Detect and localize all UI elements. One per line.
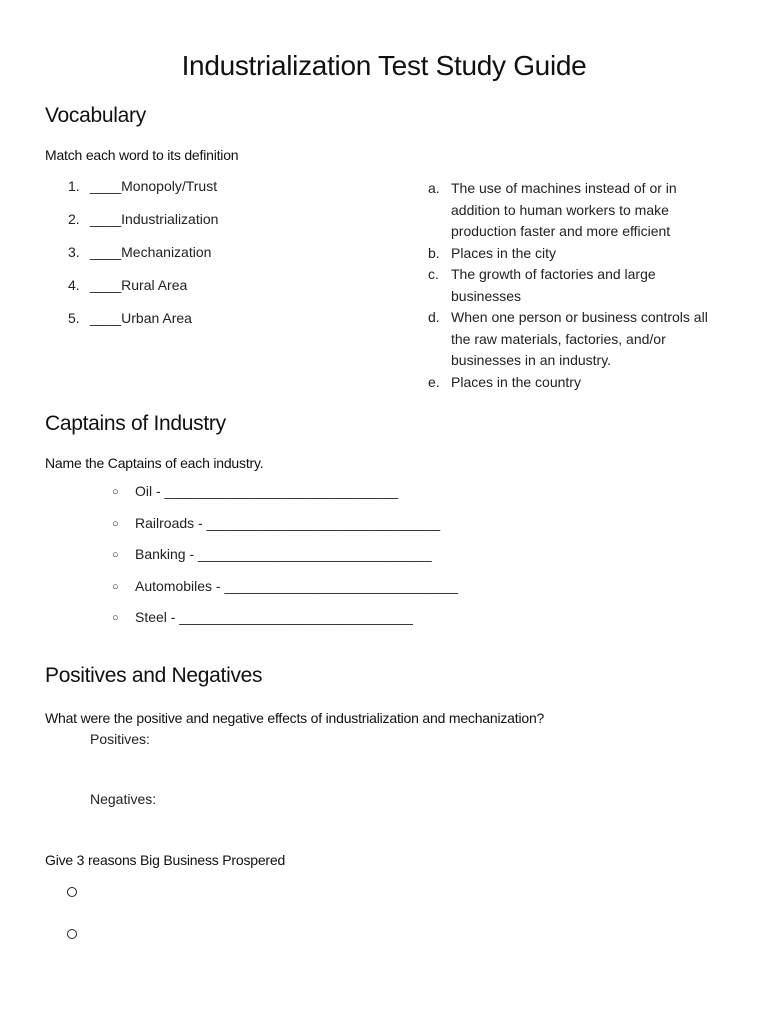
item-text: Railroads - ______________________________ xyxy=(135,514,441,531)
page-title: Industrialization Test Study Guide xyxy=(181,50,587,81)
item-text: Places in the country xyxy=(451,373,581,390)
item-letter: d. xyxy=(428,309,440,325)
item-text: The use of machines instead of or in addition to human workers to make production faster and more efficient xyxy=(451,180,677,239)
captains-heading: Captains of Industry xyxy=(45,412,226,435)
item-number: 2. xyxy=(68,211,80,227)
item-text: ____Industrialization xyxy=(90,211,219,227)
bullet-icon: ○ xyxy=(112,517,119,530)
list-item xyxy=(68,178,408,211)
item-letter: c. xyxy=(428,266,439,282)
list-item xyxy=(428,243,728,265)
captains-prompt: Name the Captains of each industry. xyxy=(45,455,264,471)
vocabulary-word-list xyxy=(68,178,408,343)
item-number: 5. xyxy=(68,310,80,326)
list-item xyxy=(428,307,728,372)
positives-negatives-heading: Positives and Negatives xyxy=(45,664,263,687)
bullet-icon: ○ xyxy=(112,486,119,498)
item-text: Steel - ______________________________ xyxy=(135,609,413,625)
positives-label: Positives: xyxy=(90,731,150,747)
item-number: 3. xyxy=(68,244,80,260)
item-letter: a. xyxy=(428,180,440,196)
item-letter: e. xyxy=(428,373,440,390)
bullet-icon: ○ xyxy=(112,549,119,561)
item-text: ____Urban Area xyxy=(90,310,192,326)
item-text: Automobiles - ______________________________ xyxy=(135,577,459,594)
item-number: 4. xyxy=(68,277,80,293)
list-item xyxy=(112,578,512,610)
positives-negatives-prompt: What were the positive and negative effects of industrialization and mechanization? xyxy=(45,710,545,726)
item-text: ____Rural Area xyxy=(90,277,188,293)
circle-bullet-icon xyxy=(67,887,77,897)
list-item xyxy=(112,515,512,547)
item-number: 1. xyxy=(68,178,80,194)
list-item xyxy=(428,178,728,243)
list-item xyxy=(68,244,408,277)
list-item xyxy=(112,483,512,515)
item-letter: b. xyxy=(428,244,440,261)
item-text: Oil - ______________________________ xyxy=(135,483,399,499)
bullet-icon: ○ xyxy=(112,580,119,593)
negatives-label: Negatives: xyxy=(90,791,157,807)
item-text: When one person or business controls all the raw materials, factories, and/or businesses in an industry. xyxy=(451,309,708,368)
list-item xyxy=(68,211,408,244)
list-item xyxy=(428,372,728,394)
vocabulary-definition-list xyxy=(428,178,728,393)
item-text: Banking - ______________________________ xyxy=(135,546,432,562)
list-item xyxy=(112,609,512,641)
item-text: ____Mechanization xyxy=(90,244,212,260)
bullet-icon: ○ xyxy=(112,612,119,624)
list-item xyxy=(428,264,728,307)
list-item xyxy=(68,277,408,310)
big-business-prompt: Give 3 reasons Big Business Prospered xyxy=(45,852,286,868)
item-text: Places in the city xyxy=(451,244,557,261)
item-text: The growth of factories and large businesses xyxy=(451,266,656,304)
list-item xyxy=(68,310,408,343)
list-item xyxy=(112,546,512,578)
vocabulary-prompt: Match each word to its definition xyxy=(45,147,239,163)
item-text: ____Monopoly/Trust xyxy=(90,178,218,194)
circle-bullet-icon xyxy=(67,929,77,939)
vocabulary-heading: Vocabulary xyxy=(45,104,146,127)
captains-list xyxy=(112,483,512,641)
